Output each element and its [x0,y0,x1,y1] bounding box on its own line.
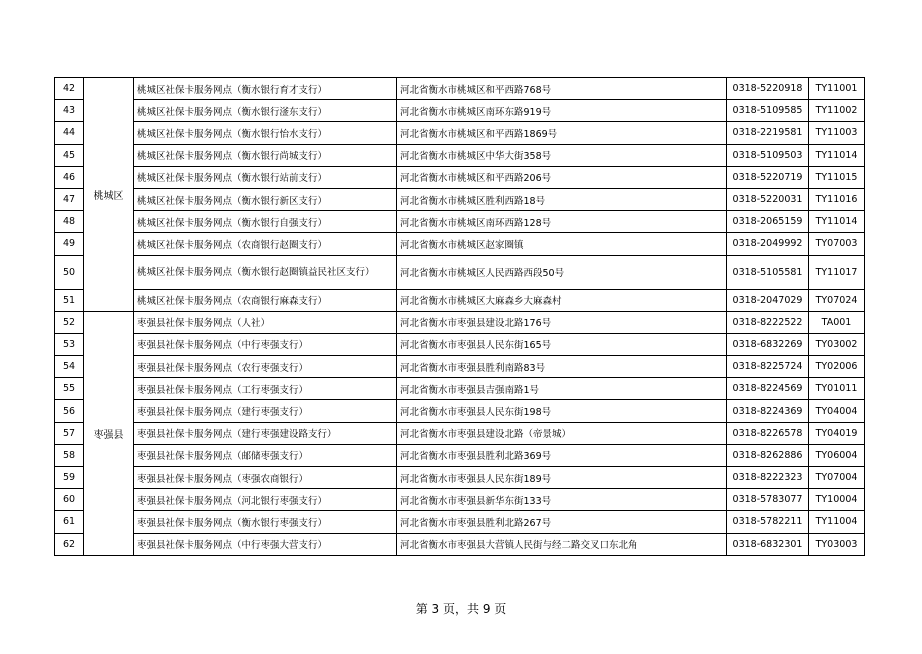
row-number: 58 [55,444,84,466]
service-point-name: 桃城区社保卡服务网点（衡水银行怡水支行） [134,122,397,144]
table-row [55,78,865,100]
table-row [55,289,865,311]
table-row [55,533,865,555]
outlet-code: TY01011 [809,378,865,400]
service-point-address: 河北省衡水市枣强县人民东街189号 [397,467,727,489]
phone-number: 0318-6832269 [727,333,809,355]
service-point-name: 枣强县社保卡服务网点（中行枣强大营支行） [134,533,397,555]
service-point-address: 河北省衡水市枣强县胜利北路267号 [397,511,727,533]
table-row [55,378,865,400]
service-point-name: 枣强县社保卡服务网点（农行枣强支行） [134,356,397,378]
phone-number: 0318-8224569 [727,378,809,400]
outlet-code: TY04004 [809,400,865,422]
phone-number: 0318-8226578 [727,422,809,444]
service-point-address: 河北省衡水市桃城区大麻森乡大麻森村 [397,289,727,311]
service-point-address: 河北省衡水市枣强县人民东街165号 [397,333,727,355]
service-point-address: 河北省衡水市桃城区赵家圈镇 [397,233,727,255]
phone-number: 0318-8225724 [727,356,809,378]
service-point-address: 河北省衡水市枣强县人民东街198号 [397,400,727,422]
outlet-code: TY11017 [809,255,865,289]
service-point-address: 河北省衡水市桃城区南环西路128号 [397,211,727,233]
phone-number: 0318-8224369 [727,400,809,422]
page-footer: 第 3 页，共 9 页 [415,602,507,616]
outlet-code: TY02006 [809,356,865,378]
table-row [55,489,865,511]
row-number: 57 [55,422,84,444]
row-number: 62 [55,533,84,555]
district-cell: 枣强县 [84,311,134,555]
service-point-name: 桃城区社保卡服务网点（农商银行赵圈支行） [134,233,397,255]
outlet-code: TY11015 [809,166,865,188]
service-point-address: 河北省衡水市枣强县大营镇人民街与经二路交叉口东北角 [397,533,727,555]
phone-number: 0318-5782211 [727,511,809,533]
table-row [55,422,865,444]
service-point-name: 桃城区社保卡服务网点（衡水银行赵圈镇益民社区支行） [134,255,397,289]
outlet-code: TY11014 [809,144,865,166]
outlet-code: TY07024 [809,289,865,311]
phone-number: 0318-8222323 [727,467,809,489]
service-point-address: 河北省衡水市枣强县建设北路（帝景城） [397,422,727,444]
outlet-code: TY04019 [809,422,865,444]
district-cell: 桃城区 [84,78,134,312]
phone-number: 0318-2219581 [727,122,809,144]
outlet-code: TA001 [809,311,865,333]
service-point-name: 枣强县社保卡服务网点（邮储枣强支行） [134,444,397,466]
outlet-code: TY10004 [809,489,865,511]
phone-number: 0318-2047029 [727,289,809,311]
row-number: 49 [55,233,84,255]
outlet-code: TY06004 [809,444,865,466]
outlet-code: TY11003 [809,122,865,144]
phone-number: 0318-5783077 [727,489,809,511]
row-number: 45 [55,144,84,166]
table-row [55,188,865,210]
outlet-code: TY11016 [809,188,865,210]
service-point-name: 枣强县社保卡服务网点（枣强农商银行） [134,467,397,489]
outlet-code: TY03002 [809,333,865,355]
outlet-code: TY11001 [809,78,865,100]
outlet-code: TY11004 [809,511,865,533]
phone-number: 0318-8262886 [727,444,809,466]
table-row [55,233,865,255]
service-point-name: 枣强县社保卡服务网点（人社） [134,311,397,333]
table-row [55,444,865,466]
table-row [55,144,865,166]
row-number: 50 [55,255,84,289]
table-row [55,211,865,233]
row-number: 48 [55,211,84,233]
row-number: 56 [55,400,84,422]
row-number: 44 [55,122,84,144]
phone-number: 0318-8222522 [727,311,809,333]
service-point-name: 桃城区社保卡服务网点（衡水银行站前支行） [134,166,397,188]
service-point-address: 河北省衡水市桃城区中华大街358号 [397,144,727,166]
service-point-address: 河北省衡水市桃城区胜利西路18号 [397,188,727,210]
outlet-code: TY07004 [809,467,865,489]
row-number: 42 [55,78,84,100]
service-point-name: 枣强县社保卡服务网点（河北银行枣强支行） [134,489,397,511]
phone-number: 0318-6832301 [727,533,809,555]
table-row [55,356,865,378]
row-number: 60 [55,489,84,511]
phone-number: 0318-5220918 [727,78,809,100]
service-point-name: 枣强县社保卡服务网点（建行枣强支行） [134,400,397,422]
table-row [55,333,865,355]
service-point-address: 河北省衡水市桃城区和平西路1869号 [397,122,727,144]
service-point-address: 河北省衡水市桃城区人民西路西段50号 [397,255,727,289]
service-point-name: 桃城区社保卡服务网点（农商银行麻森支行） [134,289,397,311]
service-point-name: 枣强县社保卡服务网点（建行枣强建设路支行） [134,422,397,444]
row-number: 46 [55,166,84,188]
phone-number: 0318-5220031 [727,188,809,210]
service-point-name: 枣强县社保卡服务网点（衡水银行枣强支行） [134,511,397,533]
outlet-code: TY11002 [809,100,865,122]
service-point-name: 桃城区社保卡服务网点（衡水银行尚城支行） [134,144,397,166]
outlet-code: TY03003 [809,533,865,555]
service-points-table [54,77,865,556]
service-point-address: 河北省衡水市枣强县建设北路176号 [397,311,727,333]
phone-number: 0318-5220719 [727,166,809,188]
table-row [55,255,865,289]
table-row [55,311,865,333]
row-number: 47 [55,188,84,210]
row-number: 52 [55,311,84,333]
table-row [55,400,865,422]
phone-number: 0318-5109503 [727,144,809,166]
table-row [55,122,865,144]
service-point-address: 河北省衡水市桃城区和平西路768号 [397,78,727,100]
phone-number: 0318-5109585 [727,100,809,122]
row-number: 54 [55,356,84,378]
service-point-name: 枣强县社保卡服务网点（工行枣强支行） [134,378,397,400]
service-point-address: 河北省衡水市枣强县胜利南路83号 [397,356,727,378]
row-number: 55 [55,378,84,400]
service-point-address: 河北省衡水市枣强县新华东街133号 [397,489,727,511]
service-point-name: 桃城区社保卡服务网点（衡水银行滏东支行） [134,100,397,122]
row-number: 51 [55,289,84,311]
outlet-code: TY07003 [809,233,865,255]
row-number: 61 [55,511,84,533]
table-row [55,511,865,533]
phone-number: 0318-2065159 [727,211,809,233]
service-point-address: 河北省衡水市桃城区南环东路919号 [397,100,727,122]
row-number: 43 [55,100,84,122]
phone-number: 0318-5105581 [727,255,809,289]
service-point-address: 河北省衡水市桃城区和平西路206号 [397,166,727,188]
service-point-name: 桃城区社保卡服务网点（衡水银行新区支行） [134,188,397,210]
row-number: 59 [55,467,84,489]
table-body [55,78,865,556]
row-number: 53 [55,333,84,355]
phone-number: 0318-2049992 [727,233,809,255]
service-point-address: 河北省衡水市枣强县吉强南路1号 [397,378,727,400]
service-point-name: 枣强县社保卡服务网点（中行枣强支行） [134,333,397,355]
table-row [55,100,865,122]
service-point-name: 桃城区社保卡服务网点（衡水银行自强支行） [134,211,397,233]
table-row [55,467,865,489]
table-row [55,166,865,188]
outlet-code: TY11014 [809,211,865,233]
service-point-address: 河北省衡水市枣强县胜利北路369号 [397,444,727,466]
service-point-name: 桃城区社保卡服务网点（衡水银行育才支行） [134,78,397,100]
